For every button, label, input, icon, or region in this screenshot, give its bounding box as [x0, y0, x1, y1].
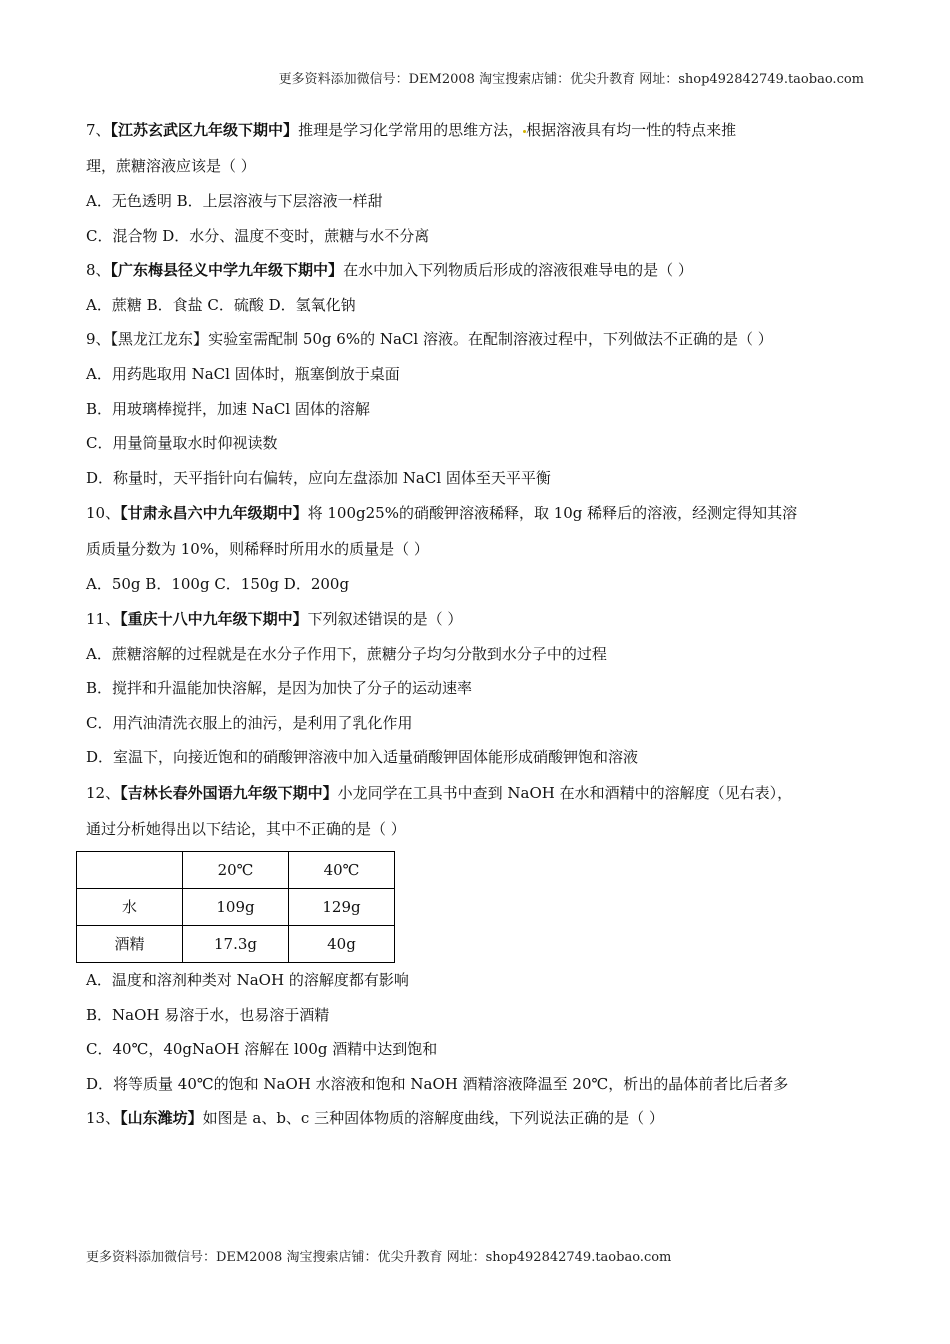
q12-option-d: D．将等质量 40℃的饱和 NaOH 水溶液和饱和 NaOH 酒精溶液降温至 20℃，析出的晶体前者比后者多 — [86, 1074, 789, 1093]
q7-options-ab: A．无色透明 B．上层溶液与下层溶液一样甜 — [86, 192, 383, 210]
q12-option-c: C．40℃，40gNaOH 溶解在 l00g 酒精中达到饱和 — [86, 1040, 438, 1059]
q9-option-d: D．称量时，天平指针向右偏转，应向左盘添加 NaCl 固体至天平平衡 — [86, 468, 551, 487]
table-cell: 水 — [77, 888, 183, 925]
q7-stem-line1: 7、【江苏玄武区九年级下期中】推理是学习化学常用的思维方法， 根据溶液具有均一性的特点来推 — [86, 121, 737, 139]
q10-stem-line1: 10、【甘肃永昌六中九年级期中】将 100g25%的硝酸钾溶液稀释，取 10g 稀释后的溶液，经测定得知其溶 — [86, 504, 798, 523]
q11-option-d: D．室温下，向接近饱和的硝酸钾溶液中加入适量硝酸钾固体能形成硝酸钾饱和溶液 — [86, 748, 639, 767]
q8-options: A．蔗糖 B．食盐 C．硫酸 D．氢氧化钠 — [86, 295, 356, 314]
q12-stem-line2: 通过分析她得出以下结论，其中不正确的是（ ） — [86, 819, 406, 838]
page-header: 更多资料添加微信号：DEM2008 淘宝搜索店铺：优尖升教育 网址：shop492842749.taobao.com — [278, 72, 864, 87]
q11-source: 【重庆十八中九年级下期中】 — [120, 609, 308, 628]
q9-option-a: A．用药匙取用 NaCl 固体时，瓶塞倒放于桌面 — [86, 364, 400, 383]
q13-stem: 13、【山东潍坊】如图是 a、b、c 三种固体物质的溶解度曲线，下列说法正确的是（ ） — [86, 1109, 664, 1128]
q9-stem: 9、【黑龙江龙东】实验室需配制 50g 6%的 NaCl 溶液。在配制溶液过程中，下列做法不正确的是（ ） — [86, 330, 773, 349]
table-header-cell — [77, 851, 183, 888]
q13-source: 【山东潍坊】 — [120, 1109, 203, 1128]
q11-option-c: C．用汽油清洗衣服上的油污，是利用了乳化作用 — [86, 713, 413, 732]
q9-option-b: B．用玻璃棒搅拌，加速 NaCl 固体的溶解 — [86, 399, 370, 418]
table-header-row — [77, 851, 395, 888]
q12-stem-line1: 12、【吉林长春外国语九年级下期中】小龙同学在工具书中查到 NaOH 在水和酒精中的溶解度（见右表）， — [86, 783, 793, 802]
q12-source: 【吉林长春外国语九年级下期中】 — [120, 783, 338, 802]
table-header-cell: 40℃ — [289, 851, 395, 888]
q10-options: A．50g B．100g C．150g D．200g — [86, 575, 350, 594]
q11-option-b: B．搅拌和升温能加快溶解，是因为加快了分子的运动速率 — [86, 679, 473, 698]
q7-source: 【江苏玄武区九年级下期中】 — [110, 121, 299, 139]
q12-option-a: A．温度和溶剂种类对 NaOH 的溶解度都有影响 — [86, 970, 409, 989]
page-footer: 更多资料添加微信号：DEM2008 淘宝搜索店铺：优尖升教育 网址：shop492842749.taobao.com — [86, 1250, 672, 1265]
q7-number: 7、 — [86, 121, 111, 139]
q8-stem: 8、【广东梅县径义中学九年级下期中】在水中加入下列物质后形成的溶液很难导电的是（ ） — [86, 261, 693, 280]
q7-options-cd: C．混合物 D．水分、温度不变时，蔗糖与水不分离 — [86, 226, 430, 245]
table-header-cell: 20℃ — [183, 851, 289, 888]
q7-stem-line2: 理，蔗糖溶液应该是（ ） — [86, 157, 256, 175]
table-row — [77, 888, 395, 925]
question-list — [86, 112, 866, 1136]
q9-source: 【黑龙江龙东】 — [110, 330, 209, 349]
q8-source: 【广东梅县径义中学九年级下期中】 — [110, 261, 344, 280]
q9-option-c: C．用量筒量取水时仰视读数 — [86, 434, 278, 453]
table-cell: 129g — [289, 888, 395, 925]
table-cell: 109g — [183, 888, 289, 925]
table-cell: 40g — [289, 925, 395, 962]
table-cell: 酒精 — [77, 925, 183, 962]
q12-option-b: B．NaOH 易溶于水，也易溶于酒精 — [86, 1005, 330, 1024]
table-row — [77, 925, 395, 962]
q10-stem-line2: 质质量分数为 10%，则稀释时所用水的质量是（ ） — [86, 540, 429, 559]
q11-stem: 11、【重庆十八中九年级下期中】下列叙述错误的是（ ） — [86, 609, 463, 628]
q11-option-a: A．蔗糖溶解的过程就是在水分子作用下，蔗糖分子均匀分散到水分子中的过程 — [86, 644, 607, 663]
q10-source: 【甘肃永昌六中九年级期中】 — [120, 504, 308, 523]
solubility-table — [76, 851, 395, 963]
table-cell: 17.3g — [183, 925, 289, 962]
